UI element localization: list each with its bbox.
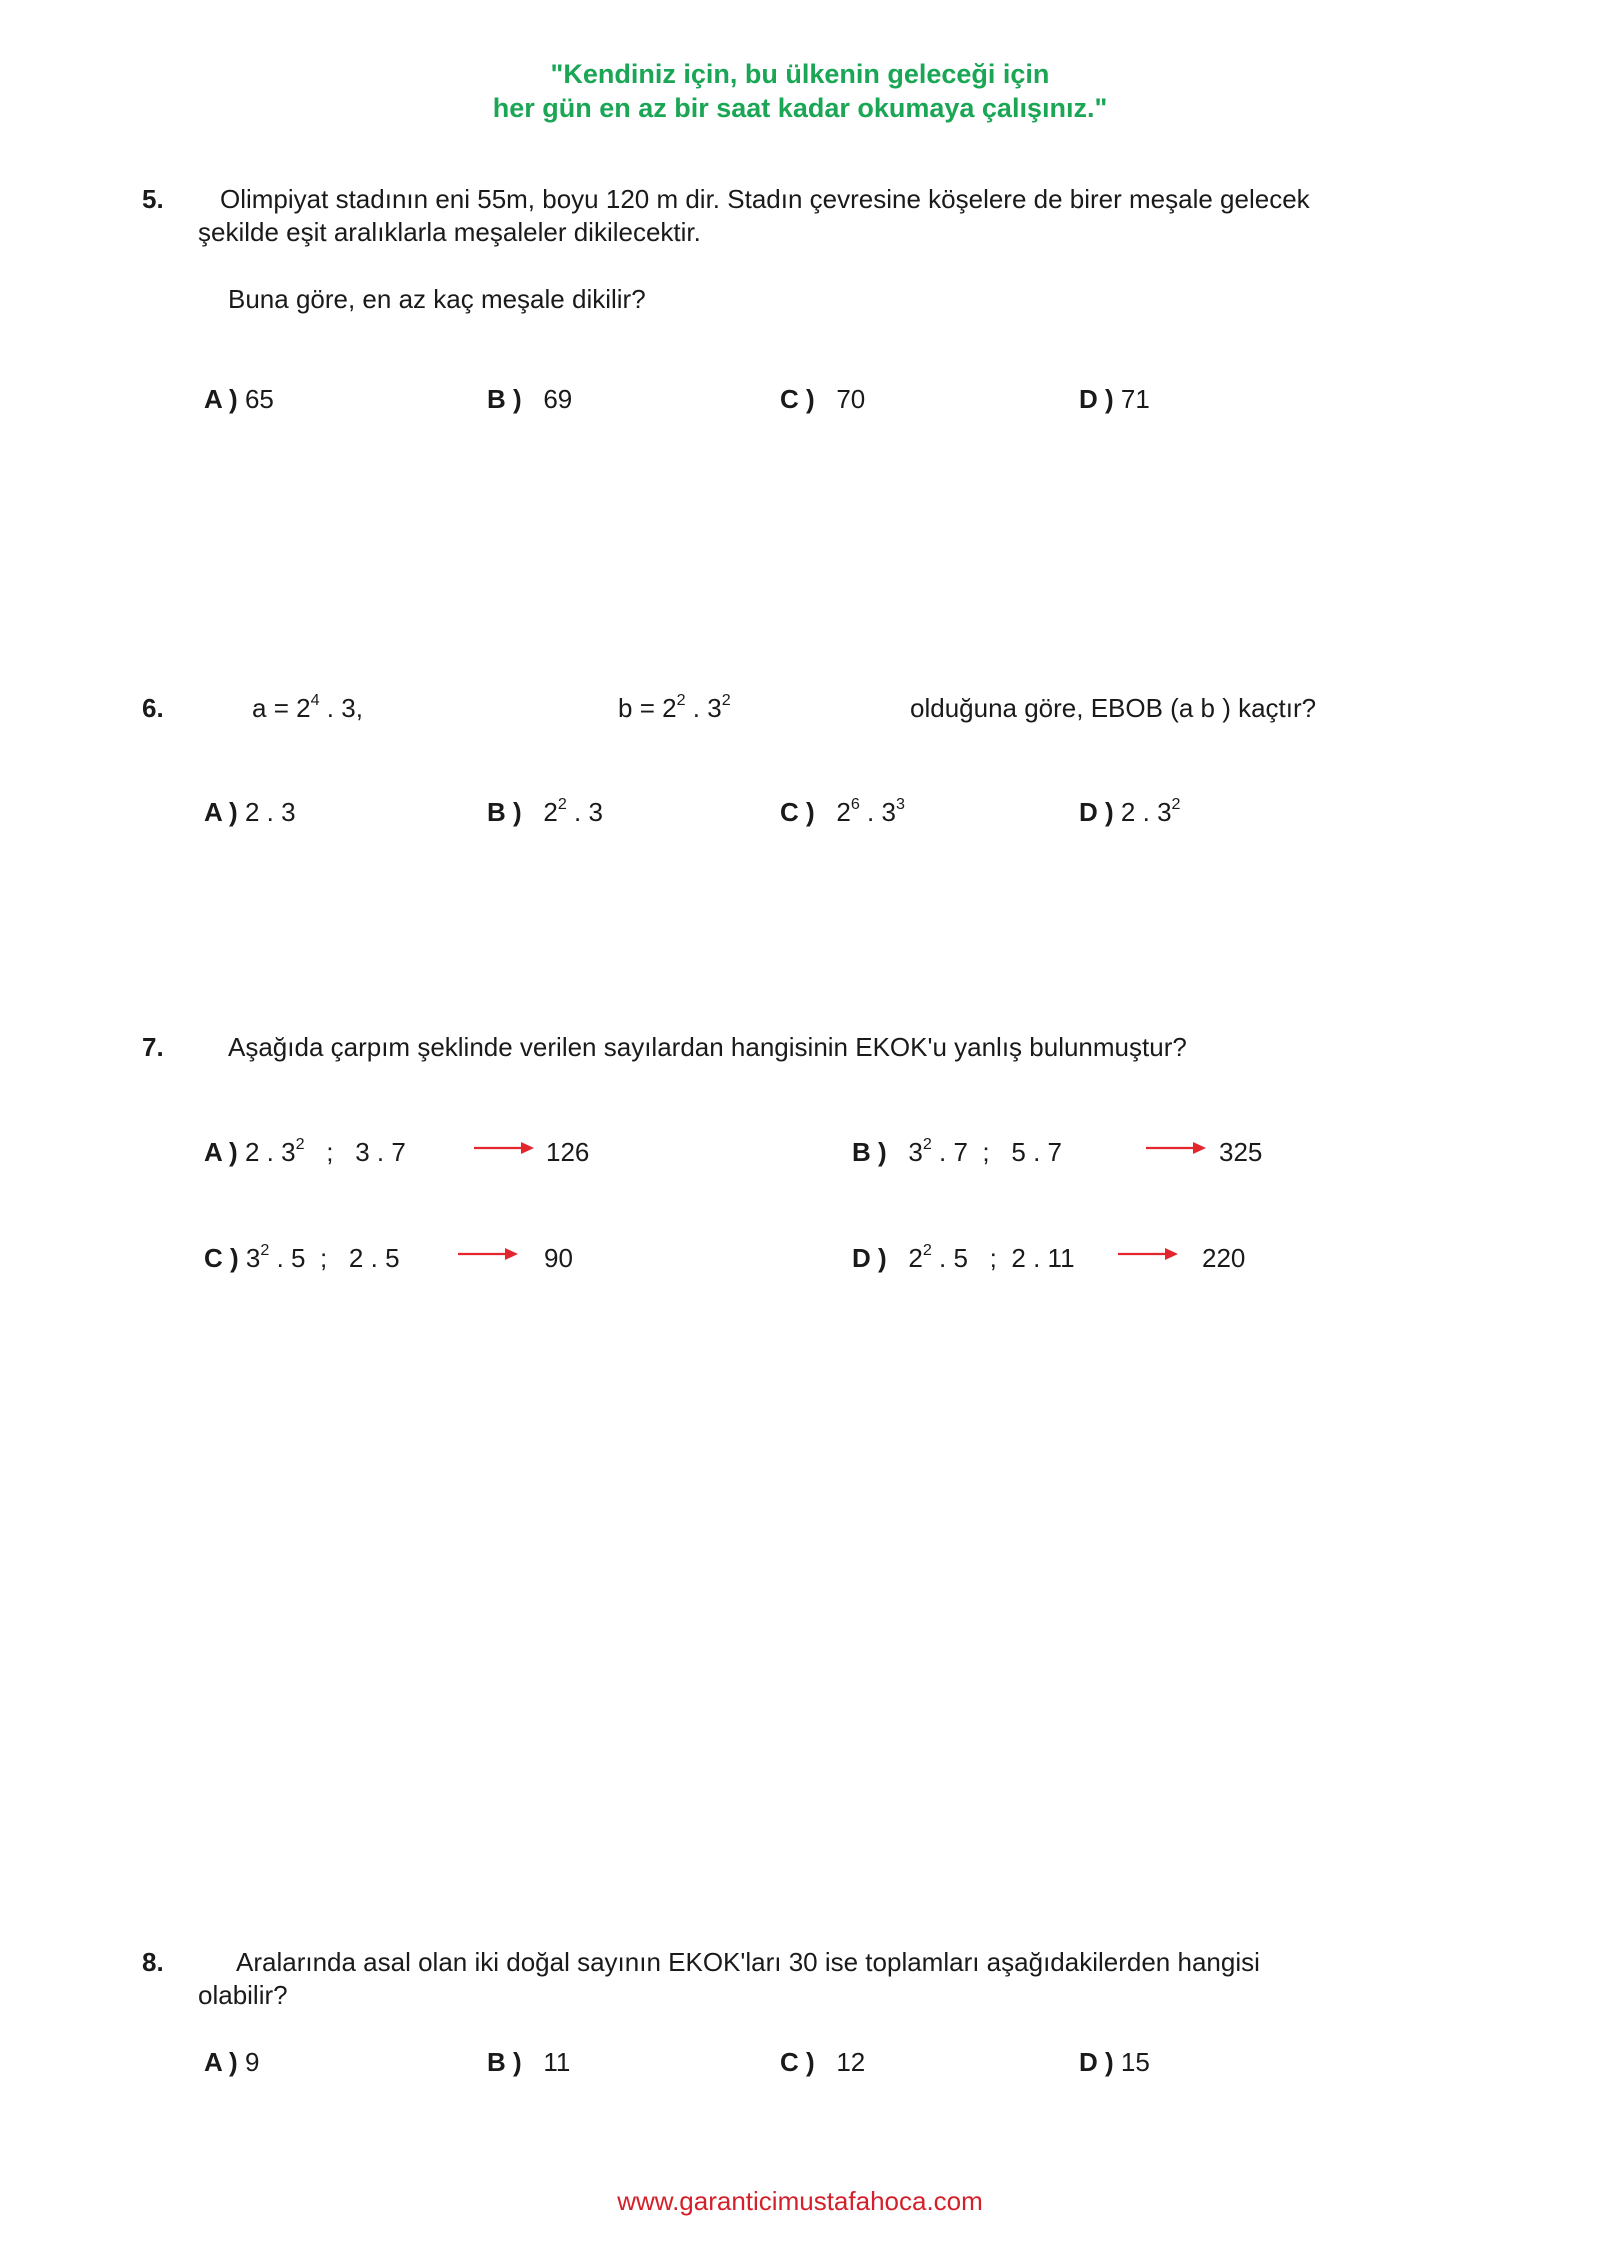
option-value: 2 . $3^2$ <box>1120 794 1181 827</box>
option-value: 15 <box>1120 2047 1150 2077</box>
option-label: B ) <box>487 384 522 414</box>
option-label: A ) <box>204 384 238 414</box>
arrow-right-icon <box>474 1140 534 1156</box>
option-label: B ) <box>852 1137 887 1167</box>
question-prompt: Buna göre, en az kaç meşale dikilir? <box>228 284 646 314</box>
expression-a: $a = 2^4$ . 3, <box>252 690 363 723</box>
option-label: B ) <box>487 2047 522 2077</box>
question-prompt: Aşağıda çarpım şeklinde verilen sayılardan hangisinin EKOK'u yanlış bulunmuştur? <box>228 1032 1187 1062</box>
question-text: Aralarında asal olan iki doğal sayının EKOK'ları 30 ise toplamları aşağıdakilerden hangisi <box>236 1947 1260 1977</box>
option-value: $2^6$ . $3^3$ <box>836 794 905 827</box>
option-label: C ) <box>780 2047 815 2077</box>
option-d[interactable] <box>852 1242 1075 1275</box>
option-b[interactable] <box>852 1136 1062 1169</box>
option-c[interactable] <box>780 2046 865 2079</box>
option-result: 220 <box>1202 1243 1246 1273</box>
option-label: C ) <box>780 384 815 414</box>
option-label: A ) <box>204 1137 238 1167</box>
option-c[interactable] <box>780 383 865 416</box>
option-a[interactable] <box>204 383 274 416</box>
motto-line-1: "Kendiniz için, bu ülkenin geleceği için <box>550 59 1050 89</box>
option-result: 325 <box>1219 1137 1263 1167</box>
option-expression: 2 . $3^2$ ; 3 . 7 <box>244 1134 406 1167</box>
option-d[interactable] <box>1079 383 1150 416</box>
question-text: şekilde eşit aralıklarla meşaleler dikilecektir. <box>198 217 701 247</box>
option-value: 11 <box>543 2047 571 2077</box>
option-label: B ) <box>487 797 522 827</box>
question-number: 7. <box>142 1032 164 1062</box>
option-a[interactable] <box>204 796 296 829</box>
option-d[interactable] <box>1079 2046 1150 2079</box>
option-value: 2 . 3 <box>244 797 296 827</box>
option-label: D ) <box>1079 384 1114 414</box>
option-expression: $3^2$ . 7 ; 5 . 7 <box>908 1134 1062 1167</box>
arrow-right-icon <box>458 1246 518 1262</box>
option-expression: $3^2$ . 5 ; 2 . 5 <box>245 1240 400 1273</box>
option-b[interactable] <box>487 2046 570 2079</box>
footer-website-link[interactable]: www.garanticimustafahoca.com <box>617 2186 983 2216</box>
motto-line-2: her gün en az bir saat kadar okumaya çalışınız." <box>492 93 1108 123</box>
option-label: C ) <box>780 797 815 827</box>
option-result: 126 <box>546 1137 590 1167</box>
option-value: 65 <box>244 384 274 414</box>
option-c[interactable] <box>780 796 905 829</box>
option-label: A ) <box>204 797 238 827</box>
question-number: 8. <box>142 1947 164 1977</box>
option-label: C ) <box>204 1243 239 1273</box>
option-expression: $2^2$ . 5 ; 2 . 11 <box>908 1240 1075 1273</box>
option-value: 70 <box>836 384 866 414</box>
option-value: 69 <box>543 384 573 414</box>
option-value: $2^2$ . 3 <box>543 794 603 827</box>
option-d[interactable] <box>1079 796 1181 829</box>
question-prompt: olduğuna göre, EBOB (a b ) kaçtır? <box>910 693 1317 723</box>
arrow-right-icon <box>1146 1140 1206 1156</box>
question-text: olabilir? <box>198 1980 288 2010</box>
option-label: A ) <box>204 2047 238 2077</box>
option-label: D ) <box>1079 797 1114 827</box>
option-value: 9 <box>244 2047 260 2077</box>
question-text: Olimpiyat stadının eni 55m, boyu 120 m dir. Stadın çevresine köşelere de birer meşale gelecek <box>220 184 1310 214</box>
option-a[interactable] <box>204 2046 259 2079</box>
option-result: 90 <box>544 1243 573 1273</box>
option-a[interactable] <box>204 1136 406 1169</box>
arrow-right-icon <box>1118 1246 1178 1262</box>
option-value: 71 <box>1120 384 1150 414</box>
expression-b: $b = 2^2$ . $3^2$ <box>618 690 731 723</box>
option-label: D ) <box>852 1243 887 1273</box>
question-number: 5. <box>142 184 164 214</box>
option-b[interactable] <box>487 796 603 829</box>
question-number: 6. <box>142 693 164 723</box>
option-label: D ) <box>1079 2047 1114 2077</box>
option-b[interactable] <box>487 383 572 416</box>
option-c[interactable] <box>204 1242 400 1275</box>
option-value: 12 <box>836 2047 866 2077</box>
